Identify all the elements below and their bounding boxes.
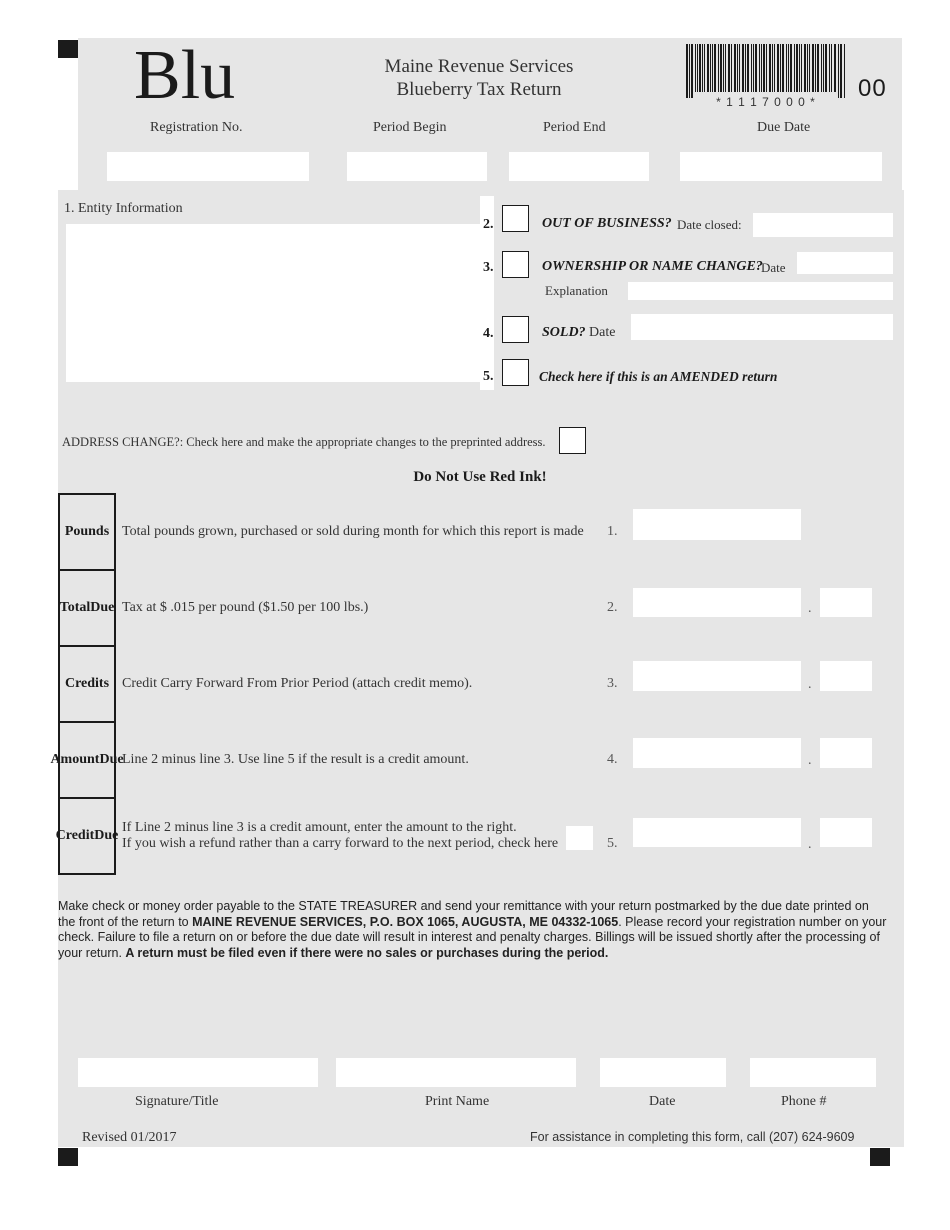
- amended-return-checkbox[interactable]: [502, 359, 529, 386]
- date-closed-field[interactable]: [753, 213, 893, 237]
- address-change-checkbox[interactable]: [559, 427, 586, 454]
- entity-label: 1. Entity Information: [64, 201, 183, 216]
- registration-mark-bottom-left: [58, 1148, 78, 1166]
- line2-description: Tax at $ .015 per pound ($1.50 per 100 lbs.): [122, 600, 369, 615]
- barcode-text: * 1 1 1 7 0 0 0 *: [716, 95, 816, 109]
- period-end-field[interactable]: [509, 152, 649, 181]
- ownership-date-label: Date: [761, 260, 786, 275]
- due-date-label: Due Date: [757, 120, 811, 135]
- form-name: Blueberry Tax Return: [396, 79, 562, 100]
- line2-number: 2.: [607, 600, 618, 615]
- barcode: [684, 44, 848, 109]
- signature-date-label: Date: [649, 1094, 676, 1109]
- item4-number: 4.: [483, 326, 494, 341]
- line1-number: 1.: [607, 524, 618, 539]
- red-ink-warning: Do Not Use Red Ink!: [413, 469, 547, 485]
- signature-field[interactable]: [78, 1058, 318, 1087]
- line5-header: Credit Due: [58, 797, 116, 875]
- line5-description-2: If you wish a refund rather than a carry forward to the next period, check here: [122, 836, 559, 851]
- line2-dollars-field[interactable]: [633, 588, 801, 617]
- sold-date-field[interactable]: [631, 314, 893, 340]
- ownership-date-field[interactable]: [797, 252, 893, 274]
- registration-field[interactable]: [107, 152, 309, 181]
- revised-date: Revised 01/2017: [82, 1130, 177, 1145]
- line4-cents-field[interactable]: [820, 738, 872, 768]
- phone-label: Phone #: [781, 1094, 827, 1109]
- out-of-business-title: OUT OF BUSINESS?: [542, 216, 672, 231]
- print-name-field[interactable]: [336, 1058, 576, 1087]
- due-date-field[interactable]: [680, 152, 882, 181]
- sold-date-label: Date: [589, 325, 616, 340]
- period-begin-label: Period Begin: [373, 120, 447, 135]
- line5-description-1: If Line 2 minus line 3 is a credit amount, enter the amount to the right.: [122, 820, 517, 835]
- form-suffix: 00: [858, 75, 887, 102]
- explanation-label: Explanation: [545, 283, 608, 298]
- barcode-bars: [684, 44, 848, 100]
- line1-header: Pounds: [58, 493, 116, 571]
- line3-decimal: .: [808, 677, 812, 692]
- period-begin-field[interactable]: [347, 152, 487, 181]
- form-code: Blu: [134, 37, 236, 114]
- line1-pounds-field[interactable]: [633, 509, 801, 540]
- filing-requirement: A return must be filed even if there were no sales or purchases during the period.: [125, 945, 609, 960]
- line5-decimal: .: [808, 837, 812, 852]
- period-end-label: Period End: [543, 120, 606, 135]
- line4-number: 4.: [607, 752, 618, 767]
- signature-title-label: Signature/Title: [135, 1094, 219, 1109]
- line2-cents-field[interactable]: [820, 588, 872, 617]
- line5-cents-field[interactable]: [820, 818, 872, 847]
- date-closed-label: Date closed:: [677, 217, 742, 232]
- line4-decimal: .: [808, 753, 812, 768]
- line5-number: 5.: [607, 836, 618, 851]
- registration-label: Registration No.: [150, 120, 243, 135]
- line4-dollars-field[interactable]: [633, 738, 801, 768]
- entity-info-field[interactable]: [66, 224, 480, 382]
- amended-return-title: Check here if this is an AMENDED return: [539, 369, 778, 384]
- signature-date-field[interactable]: [600, 1058, 726, 1087]
- out-of-business-checkbox[interactable]: [502, 205, 529, 232]
- agency-name: Maine Revenue Services: [384, 56, 574, 77]
- line2-decimal: .: [808, 601, 812, 616]
- ownership-change-title: OWNERSHIP OR NAME CHANGE?: [542, 259, 763, 274]
- line3-cents-field[interactable]: [820, 661, 872, 691]
- item2-number: 2.: [483, 217, 494, 232]
- registration-mark-bottom-right: [870, 1148, 890, 1166]
- item5-number: 5.: [483, 369, 494, 384]
- registration-mark-top-left: [58, 40, 78, 58]
- address-change-text: ADDRESS CHANGE?: Check here and make the appropriate changes to the preprinted address.: [62, 435, 546, 449]
- line4-description: Line 2 minus line 3. Use line 5 if the result is a credit amount.: [122, 752, 469, 767]
- line4-header: Amount Due: [58, 721, 116, 799]
- line3-dollars-field[interactable]: [633, 661, 801, 691]
- line3-header: Credits: [58, 645, 116, 723]
- line5-dollars-field[interactable]: [633, 818, 801, 847]
- print-name-label: Print Name: [425, 1094, 490, 1109]
- instructions-paragraph: Make check or money order payable to the STATE TREASURER and send your remittance with your return postmarked by the due date printed on the front of the return to MAINE REVENUE SERVICES, P.O. BOX 1065, AUGUSTA, ME 04332-1065. Please record your registration number on your check. Failure to file a return on or before the due date will result in interest and penalty charges. Billings will be issued shortly after the processing of your return. A return must be filed even if there were no sales or purchases during the period.: [58, 899, 887, 960]
- explanation-field[interactable]: [628, 282, 893, 300]
- refund-checkbox[interactable]: [566, 826, 593, 850]
- line1-description: Total pounds grown, purchased or sold during month for which this report is made: [122, 524, 584, 539]
- ownership-change-checkbox[interactable]: [502, 251, 529, 278]
- phone-field[interactable]: [750, 1058, 876, 1087]
- mailing-address: MAINE REVENUE SERVICES, P.O. BOX 1065, AUGUSTA, ME 04332-1065: [192, 914, 619, 929]
- item3-number: 3.: [483, 260, 494, 275]
- line2-header: Total Due: [58, 569, 116, 647]
- assistance-text: For assistance in completing this form, call (207) 624-9609: [530, 1130, 855, 1144]
- sold-checkbox[interactable]: [502, 316, 529, 343]
- sold-title: SOLD?: [542, 325, 586, 340]
- line3-number: 3.: [607, 676, 618, 691]
- line3-description: Credit Carry Forward From Prior Period (attach credit memo).: [122, 676, 473, 691]
